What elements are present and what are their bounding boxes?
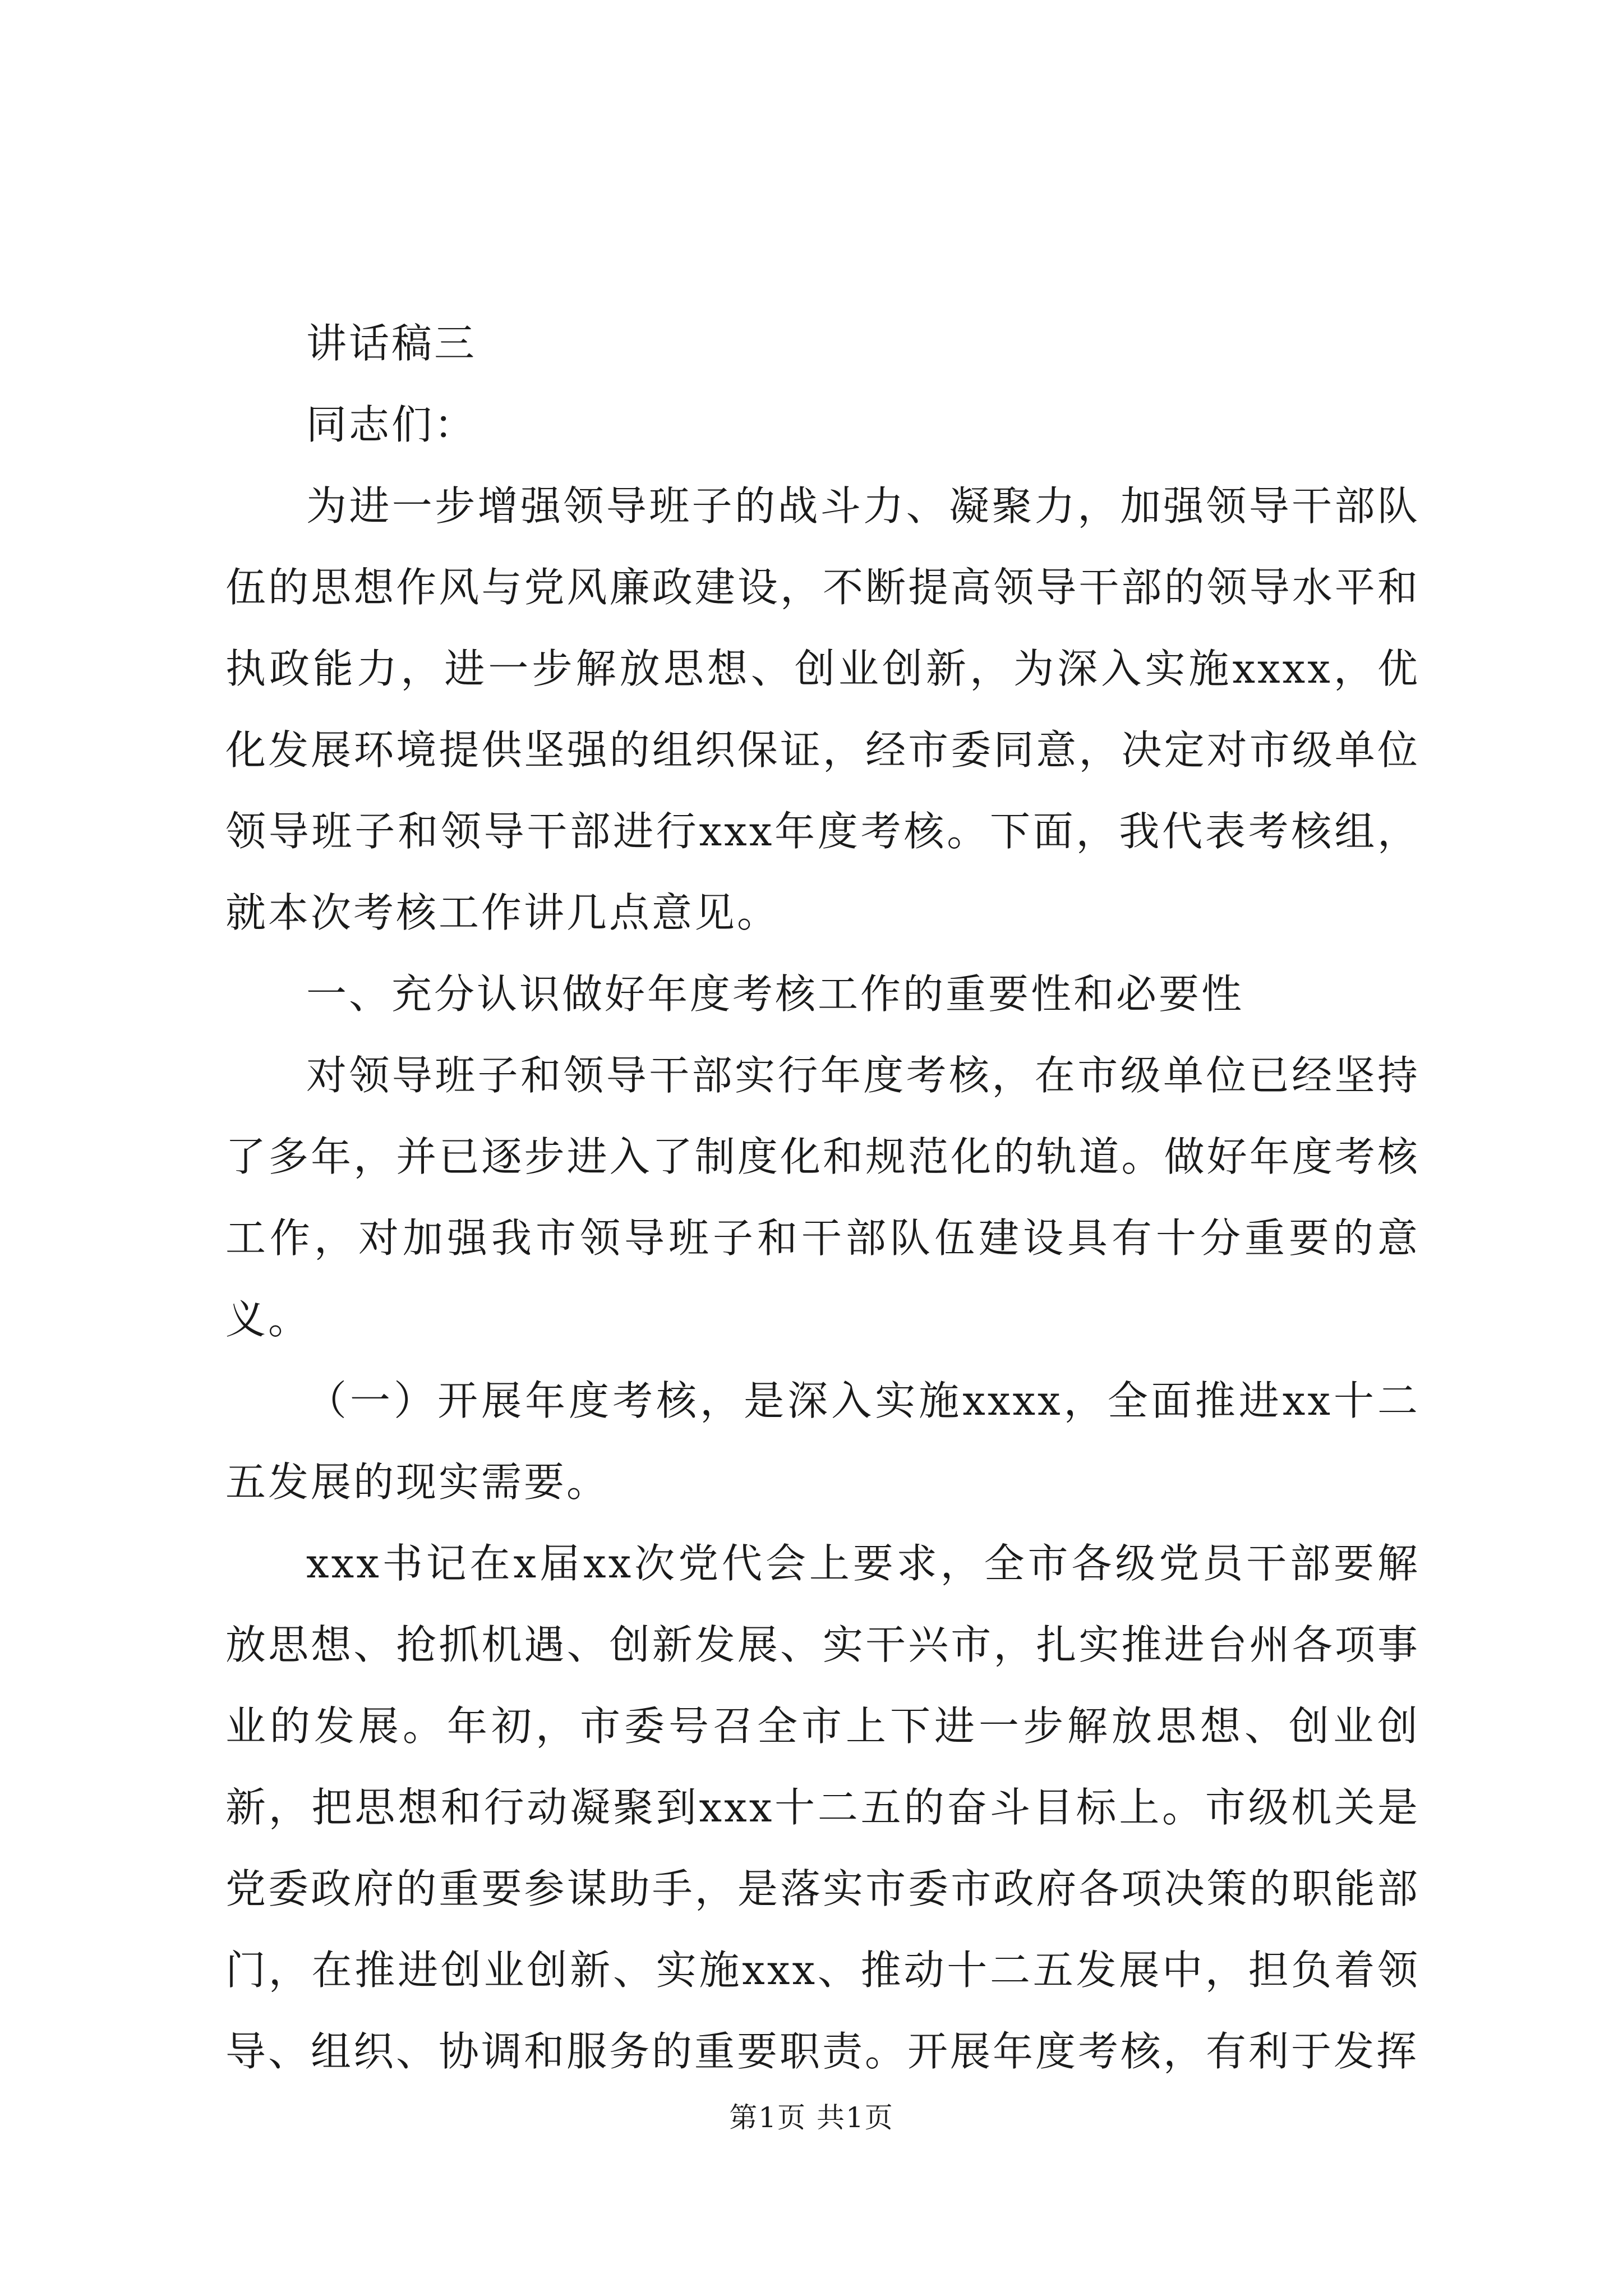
paragraph-subsection-1: xxx书记在x届xx次党代会上要求，全市各级党员干部要解放思想、抢抓机遇、创新发展、实干兴市，扎实推进台州各项事业的发展。年初，市委号召全市上下进一步解放思想、创业创新，把思想和行动凝聚到xxx十二五的奋斗目标上。市级机关是党委政府的重要参谋助手，是落实市委市政府各项决策的职能部门，在推进创业创新、实施xxx、推动十二五发展中，担负着领导、组织、协调和服务的重要职责。开展年度考核，有利于发挥 — [225, 1540, 1420, 2075]
paragraph-intro: 为进一步增强领导班子的战斗力、凝聚力，加强领导干部队伍的思想作风与党风廉政建设，不断提高领导干部的领导水平和执政能力，进一步解放思想、创业创新，为深入实施xxxx，优化发展环境提供坚强的组织保证，经市委同意，决定对市级单位领导班子和领导干部进行xxx年度考核。下面，我代表考核组，就本次考核工作讲几点意见。 — [225, 482, 1420, 936]
document-body — [225, 303, 1420, 2092]
section-heading-1: 一、充分认识做好年度考核工作的重要性和必要性 — [306, 970, 1244, 1018]
paragraph-section-1: 对领导班子和领导干部实行年度考核，在市级单位已经坚持了多年，并已逐步进入了制度化和规范化的轨道。做好年度考核工作，对加强我市领导班子和干部队伍建设具有十分重要的意义。 — [225, 1052, 1420, 1343]
page-footer: 第1页 共1页 — [729, 2101, 894, 2134]
document-title: 讲话稿三 — [306, 320, 477, 367]
salutation: 同志们： — [306, 401, 477, 448]
subsection-heading-1: （一）开展年度考核，是深入实施xxxx，全面推进xx十二五发展的现实需要。 — [225, 1377, 1420, 1506]
